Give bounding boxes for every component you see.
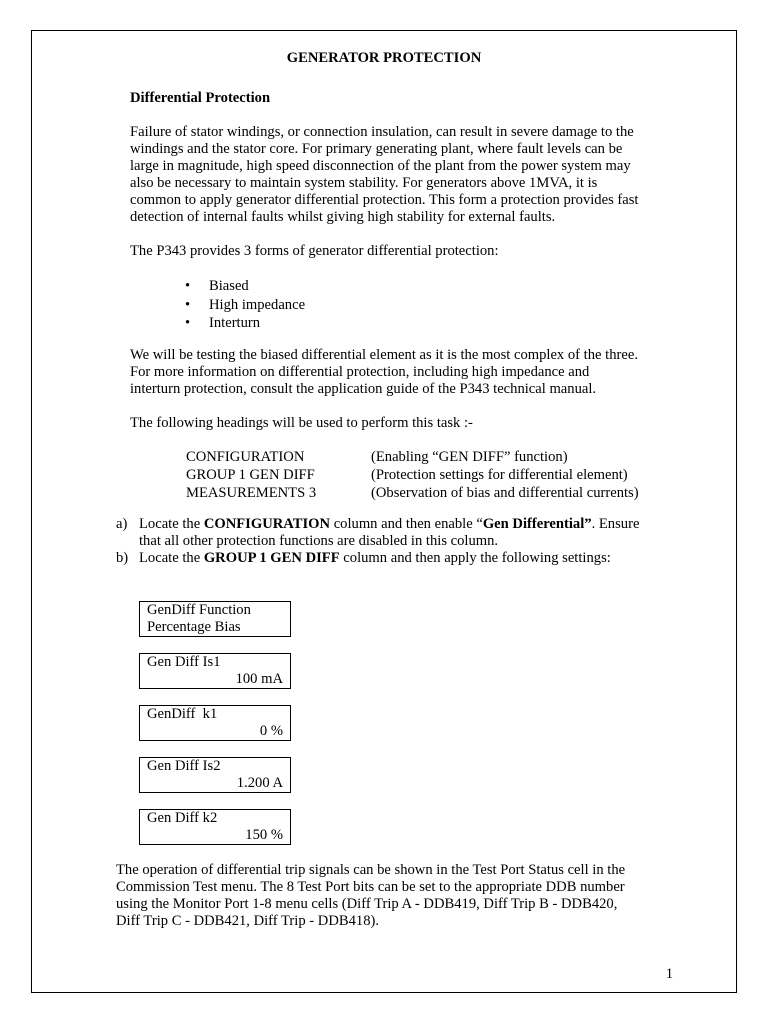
table-row <box>186 484 639 502</box>
testing-paragraph <box>130 347 638 398</box>
heading-name: CONFIGURATION <box>186 449 305 465</box>
text-line: common to apply generator differential protection. This form a protection provides fast <box>130 192 639 208</box>
setting-value: 100 mA <box>235 671 283 687</box>
text-line: The P343 provides 3 forms of generator differential protection: <box>130 243 499 259</box>
step-text: Locate the <box>139 550 204 566</box>
page-title: GENERATOR PROTECTION <box>286 50 482 66</box>
text-line: windings and the stator core. For primary generating plant, where fault levels can be <box>130 141 623 157</box>
setting-name: Gen Diff k2 <box>147 810 218 826</box>
text-line: We will be testing the biased differential element as it is the most complex of the three. <box>130 347 638 363</box>
setting-value: 0 % <box>259 723 283 739</box>
text-line: Failure of stator windings, or connection insulation, can result in severe damage to the <box>130 124 634 140</box>
heading-description: (Observation of bias and differential currents) <box>371 485 639 501</box>
setting-name: GenDiff k1 <box>147 706 218 722</box>
step-text: . Ensure <box>591 516 640 532</box>
section-heading: Differential Protection <box>130 90 271 106</box>
setting-value: 150 % <box>245 827 283 843</box>
setting-box <box>139 757 291 793</box>
heading-description: (Enabling “GEN DIFF” function) <box>371 449 568 465</box>
text-line: For more information on differential protection, including high impedance and <box>130 364 590 380</box>
setting-name: Gen Diff Is1 <box>147 654 221 670</box>
text-line: Diff Trip C - DDB421, Diff Trip - DDB418). <box>116 913 380 929</box>
text-line: also be necessary to maintain system stability. For generators above 1MVA, it is <box>130 175 598 191</box>
intro-paragraph <box>130 124 638 226</box>
test-port-paragraph <box>116 862 625 930</box>
list-item: • Interturn <box>185 314 305 333</box>
step-b <box>116 550 639 567</box>
step-bold-text: CONFIGURATION <box>203 516 331 532</box>
forms-intro-paragraph <box>130 243 499 260</box>
step-list <box>116 516 639 567</box>
list-item: • High impedance <box>185 296 305 315</box>
text-line: detection of internal faults whilst giving high stability for external faults. <box>130 209 556 225</box>
setting-value: 1.200 A <box>236 775 283 791</box>
step-text: column and then enable “ <box>330 516 483 532</box>
step-label: a) <box>116 516 128 532</box>
step-label: b) <box>116 550 129 566</box>
list-item: • Biased <box>185 277 305 296</box>
text-line: The operation of differential trip signals can be shown in the Test Port Status cell in the <box>116 862 626 878</box>
headings-intro-paragraph <box>130 415 473 432</box>
step-bold-text: GROUP 1 GEN DIFF <box>203 550 340 566</box>
step-text: Locate the <box>139 516 204 532</box>
heading-name: MEASUREMENTS 3 <box>186 485 317 501</box>
text-line: using the Monitor Port 1-8 menu cells (Diff Trip A - DDB419, Diff Trip B - DDB420, <box>116 896 618 912</box>
text-line: interturn protection, consult the application guide of the P343 technical manual. <box>130 381 597 397</box>
setting-box <box>139 705 291 741</box>
table-row <box>186 466 639 484</box>
step-bold-text: Gen Differential” <box>482 516 592 532</box>
setting-box <box>139 601 291 637</box>
heading-name: GROUP 1 GEN DIFF <box>186 467 315 483</box>
table-row <box>186 448 639 466</box>
setting-box <box>139 809 291 845</box>
step-text: column and then apply the following settings: <box>339 550 611 566</box>
setting-box <box>139 653 291 689</box>
text-line: large in magnitude, high speed disconnection of the plant from the power system may <box>130 158 631 174</box>
setting-name: GenDiff Function <box>147 602 251 618</box>
bullet-list <box>185 277 305 333</box>
text-line: Commission Test menu. The 8 Test Port bits can be set to the appropriate DDB number <box>116 879 625 895</box>
step-text: that all other protection functions are disabled in this column. <box>139 533 499 549</box>
text-line: The following headings will be used to perform this task :- <box>130 415 473 431</box>
setting-value: Percentage Bias <box>147 619 241 635</box>
heading-description: (Protection settings for differential element) <box>371 467 628 483</box>
step-a <box>116 516 639 550</box>
headings-table <box>186 448 639 502</box>
setting-name: Gen Diff Is2 <box>147 758 221 774</box>
page-number: 1 <box>665 966 673 982</box>
